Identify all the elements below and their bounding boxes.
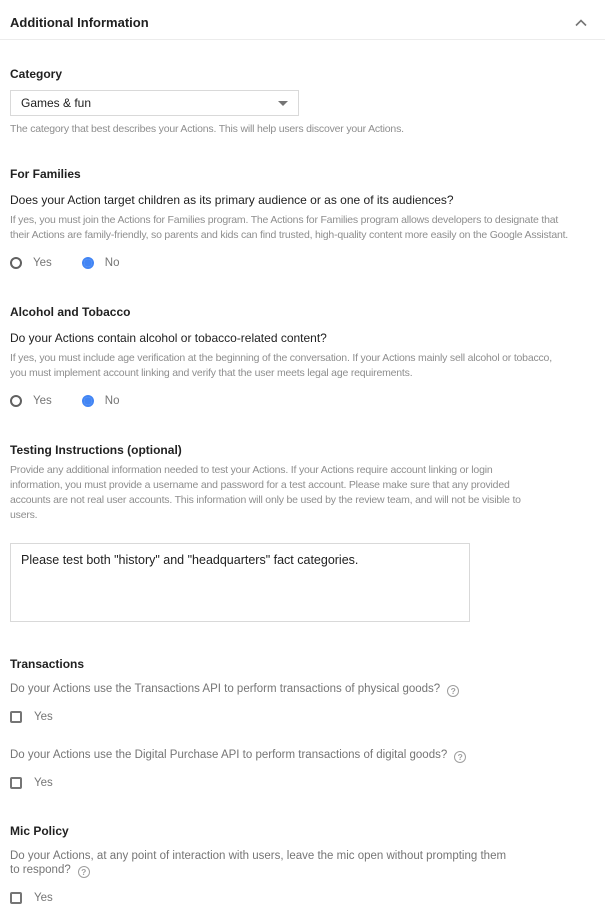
for-families-helper <box>10 213 595 243</box>
checkbox-label: Yes <box>34 777 53 789</box>
checkbox-label: Yes <box>34 892 53 904</box>
helper-line: accounts are not real user accounts. This information will only be used by the review team, and will not be visible to <box>10 494 521 506</box>
radio-label: Yes <box>33 395 52 407</box>
helper-line: information, you must provide a username and password for a test account. Please make sure that any provided <box>10 479 510 491</box>
for-families-heading: For Families <box>10 167 81 181</box>
transactions-heading: Transactions <box>10 657 85 671</box>
mic-policy-checkbox[interactable] <box>10 892 22 904</box>
mic-policy-checkbox-row <box>10 887 595 909</box>
alcohol-tobacco-yes-radio[interactable] <box>10 395 52 407</box>
transactions-digital-checkbox-row <box>10 772 595 794</box>
mic-policy-heading: Mic Policy <box>10 824 69 838</box>
category-select[interactable] <box>10 90 299 116</box>
alcohol-tobacco-heading: Alcohol and Tobacco <box>10 305 131 319</box>
helper-line: Provide any additional information needed to test your Actions. If your Actions require account linking or login <box>10 464 493 476</box>
alcohol-tobacco-no-radio[interactable] <box>82 395 120 407</box>
mic-policy-question-line1: Do your Actions, at any point of interaction with users, leave the mic open without prompting them <box>10 850 507 862</box>
radio-selected-icon <box>82 395 94 407</box>
transactions-section <box>10 657 595 794</box>
transactions-physical-checkbox[interactable] <box>10 711 22 723</box>
question-text: Do your Actions use the Transactions API to perform transactions of physical goods? <box>10 683 441 695</box>
for-families-radio-group <box>10 251 595 275</box>
alcohol-tobacco-helper <box>10 351 595 381</box>
helper-line: If yes, you must include age verification at the beginning of the conversation. If your Actions mainly sell alcohol or tobacco, <box>10 352 552 364</box>
transactions-digital-question <box>10 749 595 763</box>
help-icon[interactable]: ? <box>78 866 90 878</box>
category-section <box>10 67 595 137</box>
for-families-question: Does your Action target children as its primary audience or as one of its audiences? <box>10 193 454 207</box>
helper-line: you must implement account linking and verify that the user meets legal age requirements. <box>10 367 413 379</box>
transactions-physical-checkbox-row <box>10 706 595 728</box>
chevron-up-icon[interactable] <box>569 17 593 29</box>
testing-instructions-heading: Testing Instructions (optional) <box>10 443 182 457</box>
radio-icon <box>10 257 22 269</box>
help-icon[interactable]: ? <box>447 685 459 697</box>
radio-selected-icon <box>82 257 94 269</box>
transactions-digital-checkbox[interactable] <box>10 777 22 789</box>
alcohol-tobacco-question: Do your Actions contain alcohol or tobacco-related content? <box>10 331 327 345</box>
helper-line: users. <box>10 509 38 521</box>
help-icon[interactable]: ? <box>454 751 466 763</box>
radio-icon <box>10 395 22 407</box>
question-text: to respond? <box>10 864 71 876</box>
for-families-no-radio[interactable] <box>82 257 120 269</box>
helper-line: their Actions are family-friendly, so parents and kids can find trusted, high-quality content more easily on the Google Assistant. <box>10 229 569 241</box>
radio-label: No <box>104 395 120 407</box>
testing-instructions-textarea[interactable] <box>10 543 470 622</box>
alcohol-tobacco-radio-group <box>10 389 595 413</box>
checkbox-label: Yes <box>34 711 53 723</box>
panel-header <box>0 0 605 40</box>
alcohol-tobacco-section <box>10 305 595 413</box>
category-helper-text: The category that best describes your Actions. This will help users discover your Actions. <box>10 123 404 135</box>
transactions-physical-question <box>10 683 595 697</box>
for-families-yes-radio[interactable] <box>10 257 52 269</box>
radio-label: Yes <box>33 257 52 269</box>
for-families-section <box>10 167 595 275</box>
question-text: Do your Actions use the Digital Purchase API to perform transactions of digital goods? <box>10 749 448 761</box>
mic-policy-section <box>10 824 595 909</box>
dropdown-arrow-icon <box>278 101 288 106</box>
category-selected-value: Games & fun <box>21 96 92 110</box>
testing-instructions-helper <box>10 463 595 523</box>
helper-line: If yes, you must join the Actions for Families program. The Actions for Families program allows developers to designate that <box>10 214 559 226</box>
radio-label: No <box>104 257 120 269</box>
testing-instructions-section <box>10 443 595 627</box>
category-label: Category <box>10 67 63 81</box>
panel-title: Additional Information <box>10 15 149 30</box>
mic-policy-question-line2 <box>10 864 595 878</box>
